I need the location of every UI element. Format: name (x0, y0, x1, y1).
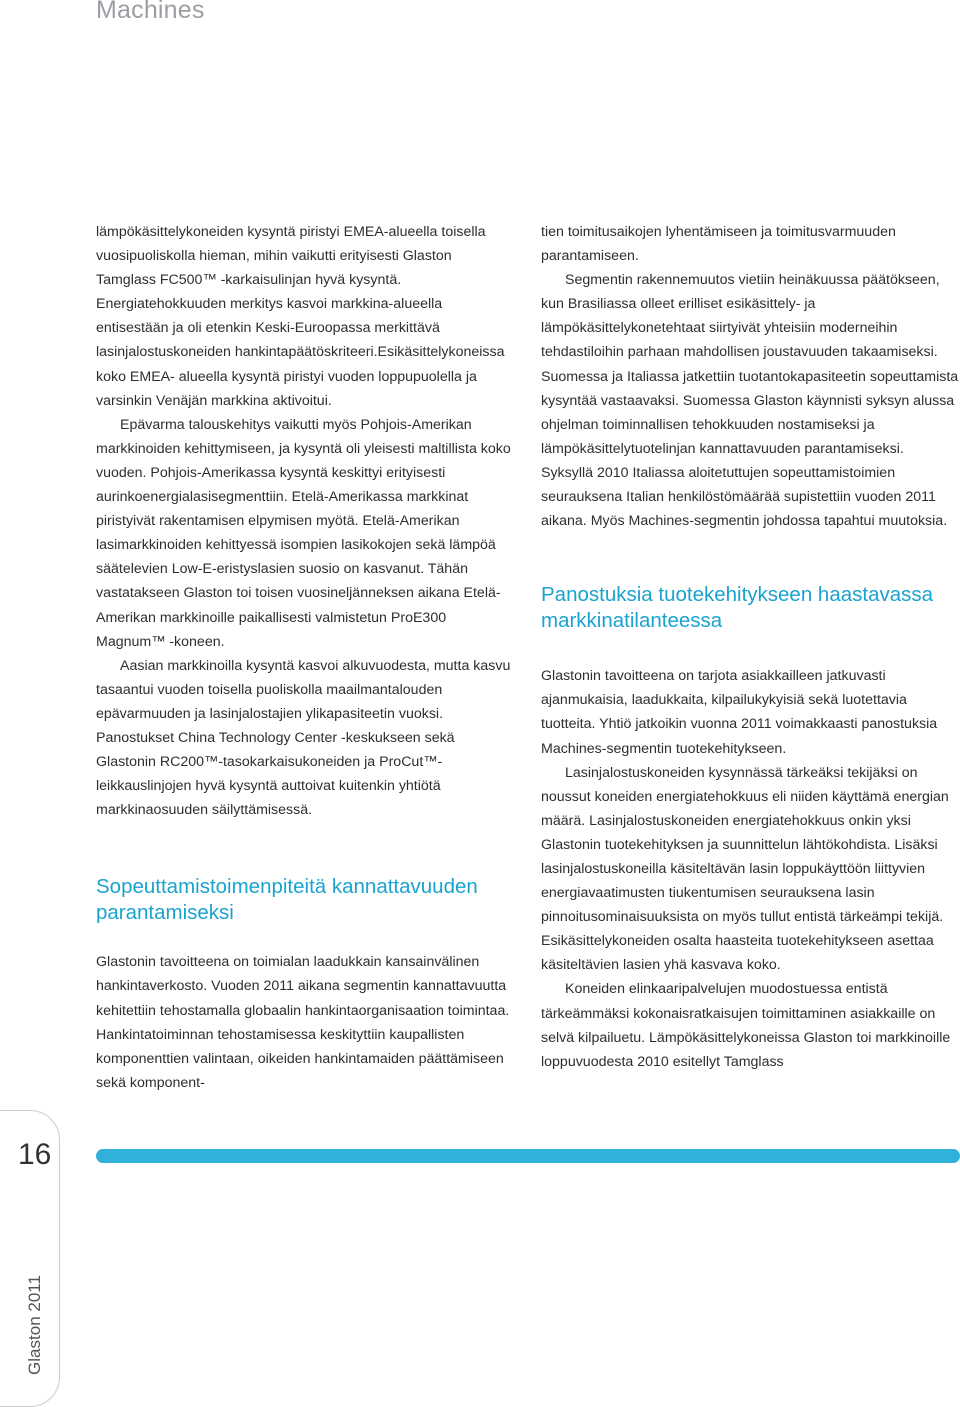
report-label-text: Glaston 2011 (25, 1275, 44, 1375)
report-label (12, 1275, 58, 1375)
body-paragraph: Epävarma talouskehitys vaikutti myös Pohjois-Amerikan markkinoiden kehittymiseen, ja kysyntä oli yleisesti maltillista koko vuoden. Pohjois-Amerikassa kysyntä keskittyi erityisesti aurinkoenergialasisegmenttiin. Etelä-Amerikassa markkinat piristyivät rakentamisen elpymisen myötä. Etelä-Amerikan lasimarkkinoiden kehittyessä isompien lasikokojen sekä lämpöä säätelevien Low-E-eristyslasien suosio on kasvanut. Tähän vastatakseen Glaston toi toisen vuosineljänneksen aikana Etelä-Amerikan markkinoille paikallisesti valmistetun ProE300 Magnum™ -koneen. (96, 416, 511, 650)
body-paragraph: Glastonin tavoitteena on toimialan laadukkain kansainvälinen hankintaverkosto. Vuoden 2011 aikana segmentin kannattavuutta kehitettiin tehostamalla globaalin hankintaorganisaation toimintaa. Hankintatoiminnan tehostamisessa keskityttiin kaupallisten komponenttien valintaan, oikeiden hankintamaiden päättämiseen sekä komponent- (96, 954, 510, 1091)
body-paragraph: lämpökäsittelykoneiden kysyntä piristyi EMEA-alueella toisella vuosipuoliskolla hieman, mihin vaikutti erityisesti Glaston Tamglass FC500™ -karkaisulinjan hyvä kysyntä. Energiatehokkuuden merkitys kasvoi markkina-alueella entisestään ja oli etenkin Keski-Euroopassa merkittävä lasinjalostuskoneiden hankintapäätöskriteeri.Esikäsittelykoneissa koko EMEA- alueella kysyntä piristyi vuoden loppupuolella ja varsinkin Venäjän markkina aktivoitui. (96, 224, 505, 409)
section-heading: Sopeuttamistoimenpiteitä kannattavuuden parantamiseksi (96, 875, 478, 925)
body-paragraph: Aasian markkinoilla kysyntä kasvoi alkuvuodesta, mutta kasvu tasaantui vuoden toisella puoliskolla maailmantalouden epävarmuuden ja lasinjalostajien ylikapasiteetin vuoksi. Panostukset China Technology Center -keskukseen sekä Glastonin RC200™-tasokarkaisukoneiden ja ProCut™-leikkauslinjojen hyvä kysyntä auttoivat kuitenkin yhtiötä markkinaosuuden säilyttämisessä. (96, 657, 511, 819)
body-paragraph: Lasinjalostuskoneiden kysynnässä tärkeäksi tekijäksi on noussut koneiden energiatehokkuus eli niiden käyttämä energian määrä. Lasinjalostuskoneiden energiatehokkuus onkin yksi Glastonin tuotekehityksen ja suunnittelun lähtökohdista. Lisäksi lasinjalostuskoneilla käsiteltävän lasin loppukäyttöön liittyvien energiavaatimusten tiukentumisen seurauksena lasin pinnoitusominaisuuksista on myös tullut entistä tärkeämpi tekijä. Esikäsittelykoneiden osalta haasteita tuotekehitykseen asettaa käsiteltävien lasien yhä kasvava koko. (541, 764, 949, 974)
body-paragraph: Segmentin rakennemuutos vietiin heinäkuussa päätökseen, kun Brasiliassa olleet erilliset esikäsittely- ja lämpökäsittelykonetehtaat siirtyivät yhteisiin moderneihin tehdastiloihin parhaan mahdollisen joustavuuden takaamiseksi. Suomessa ja Italiassa jatkettiin tuotantokapasiteetin sopeuttamista kysyntää vastaavaksi. Suomessa Glaston käynnisti syksyn alussa ohjelman toiminnallisen tehokkuuden nostamiseksi ja lämpökäsittelytuotelinjan kannattavuuden parantamiseksi. Syksyllä 2010 Italiassa aloitetuttujen sopeuttamistoimien seurauksena Italian henkilöstömäärää supistettiin vuoden 2011 aikana. Myös Machines-segmentin johdossa tapahtui muutoksia. (541, 272, 959, 530)
section-title: Machines (96, 0, 205, 24)
right-column (541, 220, 959, 1074)
footer-accent-bar (96, 1149, 960, 1163)
left-column (96, 220, 512, 1095)
section-heading: Panostuksia tuotekehitykseen haastavassa markkinatilanteessa (541, 583, 934, 633)
body-paragraph: Koneiden elinkaaripalvelujen muodostuessa entistä tärkeämmäksi kokonaisratkaisujen toimittaminen asiakkaille on selvä kilpailuetu. Lämpökäsittelykoneissa Glaston toi markkinoille loppuvuodesta 2010 esitellyt Tamglass (541, 981, 951, 1070)
page-number: 16 (18, 1138, 52, 1171)
body-paragraph: tien toimitusaikojen lyhentämiseen ja toimitusvarmuuden parantamiseen. (541, 224, 896, 265)
body-paragraph: Glastonin tavoitteena on tarjota asiakkailleen jatkuvasti ajanmukaisia, laadukkaita, kilpailukykyisiä sekä luotettavia tuotteita. Yhtiö jatkoikin vuonna 2011 voimakkaasti panostuksia Machines-segmentin tuotekehitykseen. (541, 668, 938, 757)
